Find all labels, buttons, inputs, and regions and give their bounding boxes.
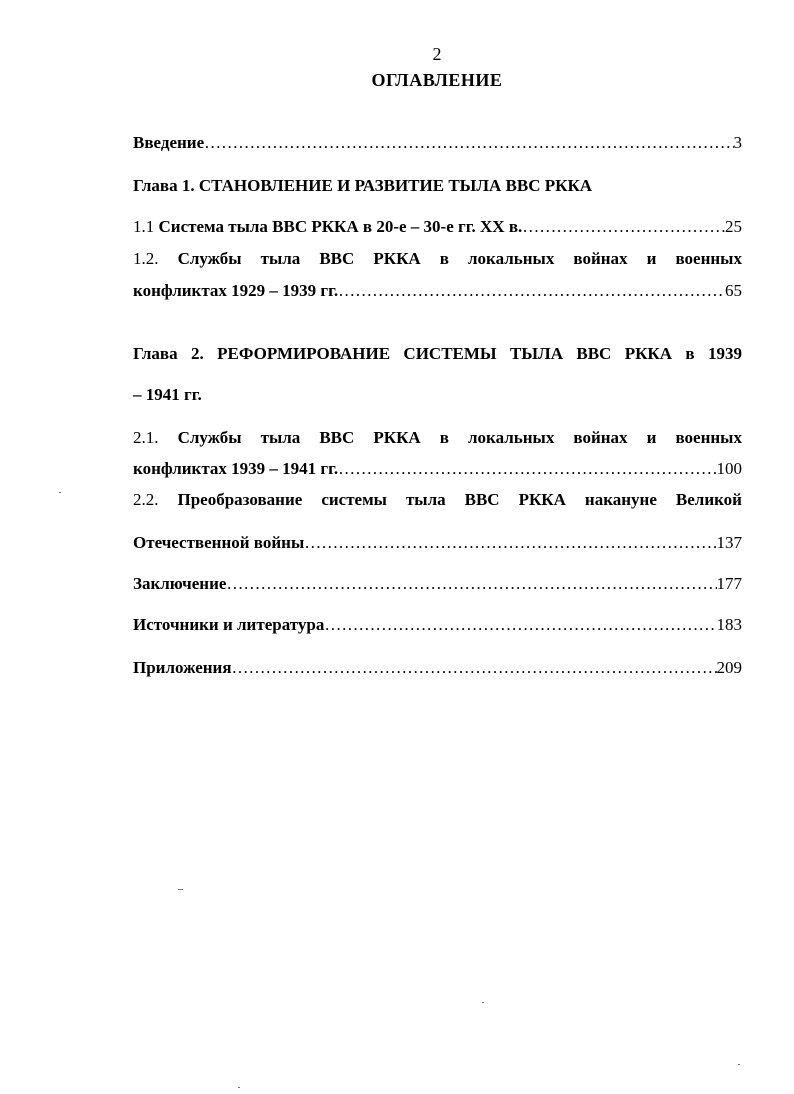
toc-leader-dots	[232, 658, 717, 678]
section-number: 2.1.	[133, 428, 159, 447]
page-title: ОГЛАВЛЕНИЕ	[371, 70, 503, 90]
toc-entry-page: 209	[716, 658, 742, 677]
section-title-continued: Отечественной войны	[133, 533, 305, 552]
title-word: тыла	[260, 249, 301, 268]
title-word: и	[646, 428, 657, 447]
toc-entry-section-2-2-line1[interactable]	[133, 490, 742, 510]
heading-word: ТЫЛА	[510, 344, 563, 363]
toc-entry-conclusion[interactable]	[133, 574, 742, 594]
title-word: локальных	[468, 249, 555, 268]
heading-word: 1939	[707, 344, 742, 363]
toc-entry-page: 100	[716, 459, 742, 478]
toc-entry-section-2-1-line2[interactable]	[133, 459, 742, 479]
title-word: ВВС	[319, 428, 355, 447]
title-word: РККА	[373, 428, 421, 447]
title-word: Службы	[177, 428, 242, 447]
toc-entry-page: 177	[716, 574, 742, 593]
heading-word: РЕФОРМИРОВАНИЕ	[217, 344, 391, 363]
heading-word: в	[685, 344, 695, 363]
toc-entry-section-1-2-line2[interactable]	[133, 281, 742, 301]
section-number: 1.1	[133, 217, 155, 236]
toc-entry-page: 3	[733, 133, 742, 152]
title-word: ВВС	[319, 249, 355, 268]
page-number: 2	[432, 44, 442, 64]
title-word: войнах	[573, 249, 628, 268]
title-word: системы	[321, 490, 387, 509]
section-number: 2.2.	[133, 490, 159, 509]
toc-entry-section-2-2-line2[interactable]	[133, 533, 742, 553]
toc-leader-dots	[304, 533, 716, 553]
scan-speck	[482, 1002, 484, 1003]
toc-leader-dots	[338, 281, 725, 301]
toc-entry-label: Заключение	[133, 574, 227, 593]
toc-entry-label: Приложения	[133, 658, 232, 677]
scan-speck	[178, 889, 183, 890]
heading-word: 2.	[191, 344, 204, 363]
toc-entry-page: 183	[716, 615, 742, 634]
toc-leader-dots	[324, 615, 716, 635]
title-word: тыла	[405, 490, 446, 509]
title-word: Службы	[177, 249, 242, 268]
chapter-2-heading-line1[interactable]	[133, 344, 742, 364]
toc-leader-dots	[522, 217, 725, 237]
title-word: в	[439, 428, 449, 447]
title-word: войнах	[573, 428, 628, 447]
toc-entry-page: 25	[725, 217, 742, 236]
heading-word: РККА	[624, 344, 673, 363]
scan-speck	[59, 492, 61, 493]
title-word: военных	[675, 428, 742, 447]
toc-entry-sources[interactable]	[133, 615, 742, 635]
title-word: в	[439, 249, 449, 268]
toc-entry-page: 65	[725, 281, 742, 300]
chapter-1-heading[interactable]: Глава 1. СТАНОВЛЕНИЕ И РАЗВИТИЕ ТЫЛА ВВС РККА	[133, 176, 593, 195]
toc-entry-page: 137	[716, 533, 742, 552]
title-word: РККА	[373, 249, 421, 268]
title-word: военных	[675, 249, 742, 268]
section-title-continued: конфликтах 1929 – 1939 гг.	[133, 281, 339, 300]
title-word: ВВС	[464, 490, 500, 509]
toc-entry-label: Источники и литература	[133, 615, 325, 634]
toc-entry-appendices[interactable]	[133, 658, 742, 678]
toc-entry-section-2-1-line1[interactable]	[133, 428, 742, 448]
title-word: тыла	[260, 428, 301, 447]
title-word: локальных	[468, 428, 555, 447]
toc-leader-dots	[204, 133, 733, 153]
heading-word: ВВС	[576, 344, 612, 363]
title-word: накануне	[584, 490, 657, 509]
section-title-continued: конфликтах 1939 – 1941 гг.	[133, 459, 339, 478]
scan-speck	[738, 1064, 740, 1065]
toc-leader-dots	[338, 459, 716, 479]
scan-speck	[238, 1087, 240, 1088]
chapter-2-heading-line2[interactable]: – 1941 гг.	[133, 385, 202, 404]
heading-word: СИСТЕМЫ	[403, 344, 497, 363]
title-word: и	[646, 249, 657, 268]
section-title: Система тыла ВВС РККА в 20-е – 30-е гг. XX в.	[158, 217, 523, 236]
toc-entry-section-1-2-line1[interactable]	[133, 249, 742, 269]
section-number: 1.2.	[133, 249, 159, 268]
toc-entry-label: Введение	[133, 133, 205, 152]
toc-entry-section-1-1[interactable]	[133, 217, 742, 237]
title-word: РККА	[518, 490, 566, 509]
title-word: Великой	[675, 490, 742, 509]
title-word: Преобразование	[177, 490, 303, 509]
toc-leader-dots	[226, 574, 716, 594]
heading-word: Глава	[133, 344, 178, 363]
toc-entry-intro[interactable]	[133, 133, 742, 153]
